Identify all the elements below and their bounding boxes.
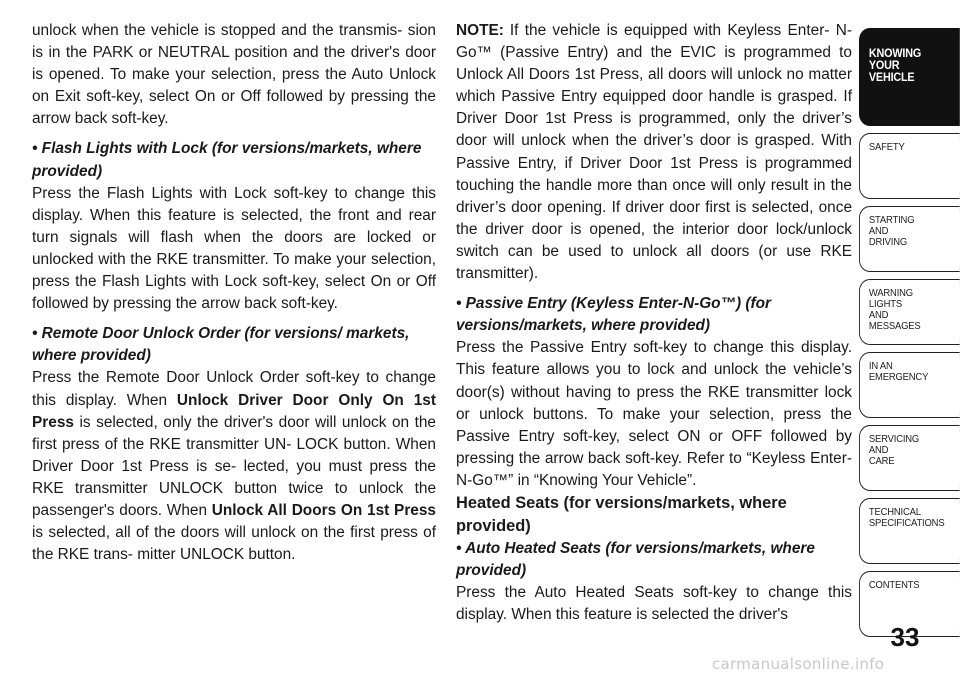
note-text: If the vehicle is equipped with Keyless Enter- N-Go™ (Passive Entry) and the EVIC is programmed to Unlock All Doors 1st Press, all doors will unlock no matter which Passive Entry equipped door handle is grasped. If Driver Door 1st Press is programmed, only the driver’s door will unlock when the driver’s door is grasped. With Passive Entry, if Driver Door 1st Press is programmed touching the handle more than once will only result in the driver’s door opening. If driver door first is selected, once the driver door is opened, the interior door lock/unlock switch can be used to unlock all doors (or use RKE transmitter). — [456, 22, 852, 283]
page-number: 33 — [890, 622, 920, 652]
tab-contents[interactable]: CONTENTS — [859, 571, 960, 637]
tab-warning-lights-and-messages[interactable]: WARNING LIGHTS AND MESSAGES — [859, 279, 960, 345]
tab-technical-specifications[interactable]: TECHNICAL SPECIFICATIONS — [859, 498, 960, 564]
heated-seats-heading: Heated Seats (for versions/markets, where provided) — [456, 493, 787, 535]
auto-heated-seats-heading: • Auto Heated Seats (for versions/markets, where provided) — [456, 539, 815, 580]
remote-unlock-heading: • Remote Door Unlock Order (for versions/ markets, where provided) — [32, 325, 410, 365]
tab-servicing-and-care[interactable]: SERVICING AND CARE — [859, 425, 960, 491]
flash-lights-heading: • Flash Lights with Lock (for versions/markets, where provided) — [32, 140, 422, 180]
remote-text-3: is selected, all of the doors will unlock on the first press of the RKE trans- mitter UNLOCK button. — [32, 524, 436, 564]
left-column — [32, 20, 436, 566]
remote-text-1: Press the Remote Door Unlock Order soft-key to change this display. When — [32, 369, 436, 409]
remote-bold-2: Unlock All Doors On 1st Press — [211, 501, 436, 519]
note-paragraph — [456, 20, 852, 285]
note-label: NOTE: — [456, 22, 504, 39]
remote-bold-1: Unlock Driver Door Only On 1st Press — [32, 391, 436, 431]
tab-knowing-your-vehicle[interactable]: KNOWING YOUR VEHICLE — [859, 28, 960, 126]
watermark: carmanualsonline.info — [712, 655, 885, 673]
chapter-tabs — [859, 28, 960, 644]
right-column — [456, 20, 852, 626]
tab-safety[interactable]: SAFETY — [859, 133, 960, 199]
passive-entry-heading: • Passive Entry (Keyless Enter-N-Go™) (for versions/markets, where provided) — [456, 295, 771, 335]
auto-heated-seats-paragraph: Press the Auto Heated Seats soft-key to change this display. When this feature is selected the driver's — [456, 584, 852, 624]
remote-unlock-paragraph — [32, 367, 436, 566]
remote-text-2: is selected, only the driver's door will unlock on the first press of the RKE transmitter UN- LOCK button. When Driver Door 1st Press is se- lected, you must press the RKE transmitter UNLOCK button twice to unlock the passenger's doors. When — [32, 413, 436, 519]
auto-unlock-paragraph: unlock when the vehicle is stopped and the transmis- sion is in the PARK or NEUTRAL position and the driver's door is opened. To make your selection, press the Auto Unlock on Exit soft-key, select On or Off followed by pressing the arrow back soft-key. — [32, 22, 436, 128]
tab-starting-and-driving[interactable]: STARTING AND DRIVING — [859, 206, 960, 272]
tab-in-an-emergency[interactable]: IN AN EMERGENCY — [859, 352, 960, 418]
passive-entry-paragraph: Press the Passive Entry soft-key to change this display. This feature allows you to lock and unlock the vehicle’s door(s) without having to press the RKE transmitter lock or unlock buttons. To make your selection, press the Passive Entry soft-key, select ON or OFF followed by pressing the arrow back soft-key. Refer to “Keyless Enter-N-Go™” in “Knowing Your Vehicle”. — [456, 339, 852, 489]
flash-lights-paragraph: Press the Flash Lights with Lock soft-key to change this display. When this feature is selected, the front and rear turn signals will flash when the doors are locked or unlocked with the RKE transmitter. To make your selection, press the Flash Lights with Lock soft-key, select On or Off followed by pressing the arrow back soft-key. — [32, 184, 436, 313]
